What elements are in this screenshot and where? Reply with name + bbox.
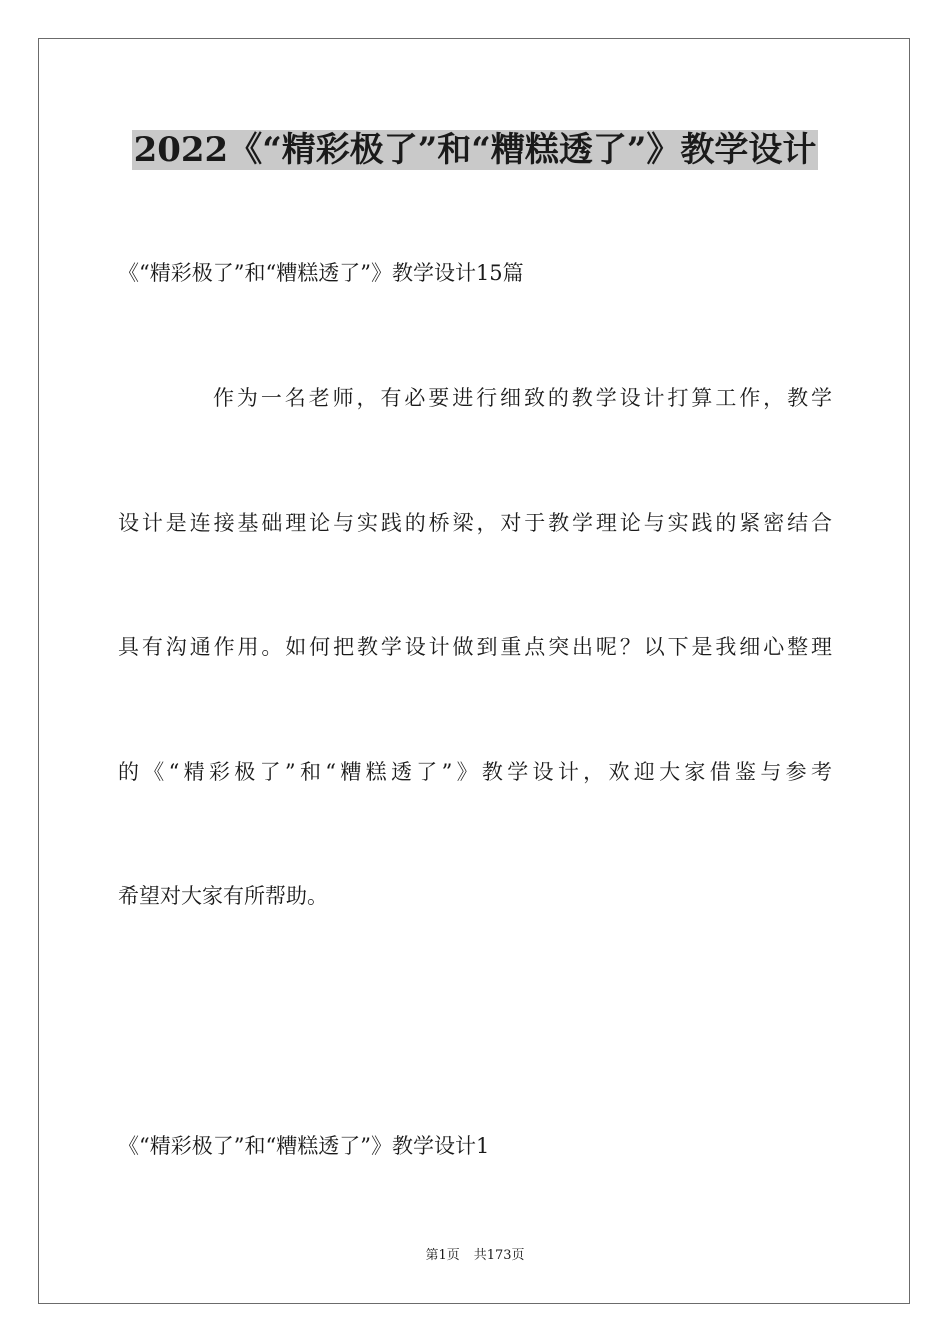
page-number: 第1页: [425, 1248, 460, 1263]
page-footer: [0, 1247, 950, 1265]
page-total: 共173页: [473, 1248, 525, 1263]
paragraph-line: 希望对大家有所帮助。: [118, 884, 328, 908]
paragraph-line: 的《“精彩极了”和“糟糕透了”》教学设计，欢迎大家借鉴与参考: [118, 760, 832, 784]
paragraph-line: 作为一名老师，有必要进行细致的教学设计打算工作，教学: [213, 386, 832, 410]
page-border: [38, 38, 910, 1304]
section-heading: 《“精彩极了”和“糟糕透了”》教学设计1: [118, 1134, 490, 1158]
paragraph-line: 设计是连接基础理论与实践的桥梁，对于教学理论与实践的紧密结合: [118, 511, 832, 535]
document-subtitle: 《“精彩极了”和“糟糕透了”》教学设计15篇: [118, 261, 524, 285]
document-title: 2022《“精彩极了”和“糟糕透了”》教学设计: [133, 130, 817, 170]
paragraph-line: 具有沟通作用。如何把教学设计做到重点突出呢？以下是我细心整理: [118, 635, 832, 659]
